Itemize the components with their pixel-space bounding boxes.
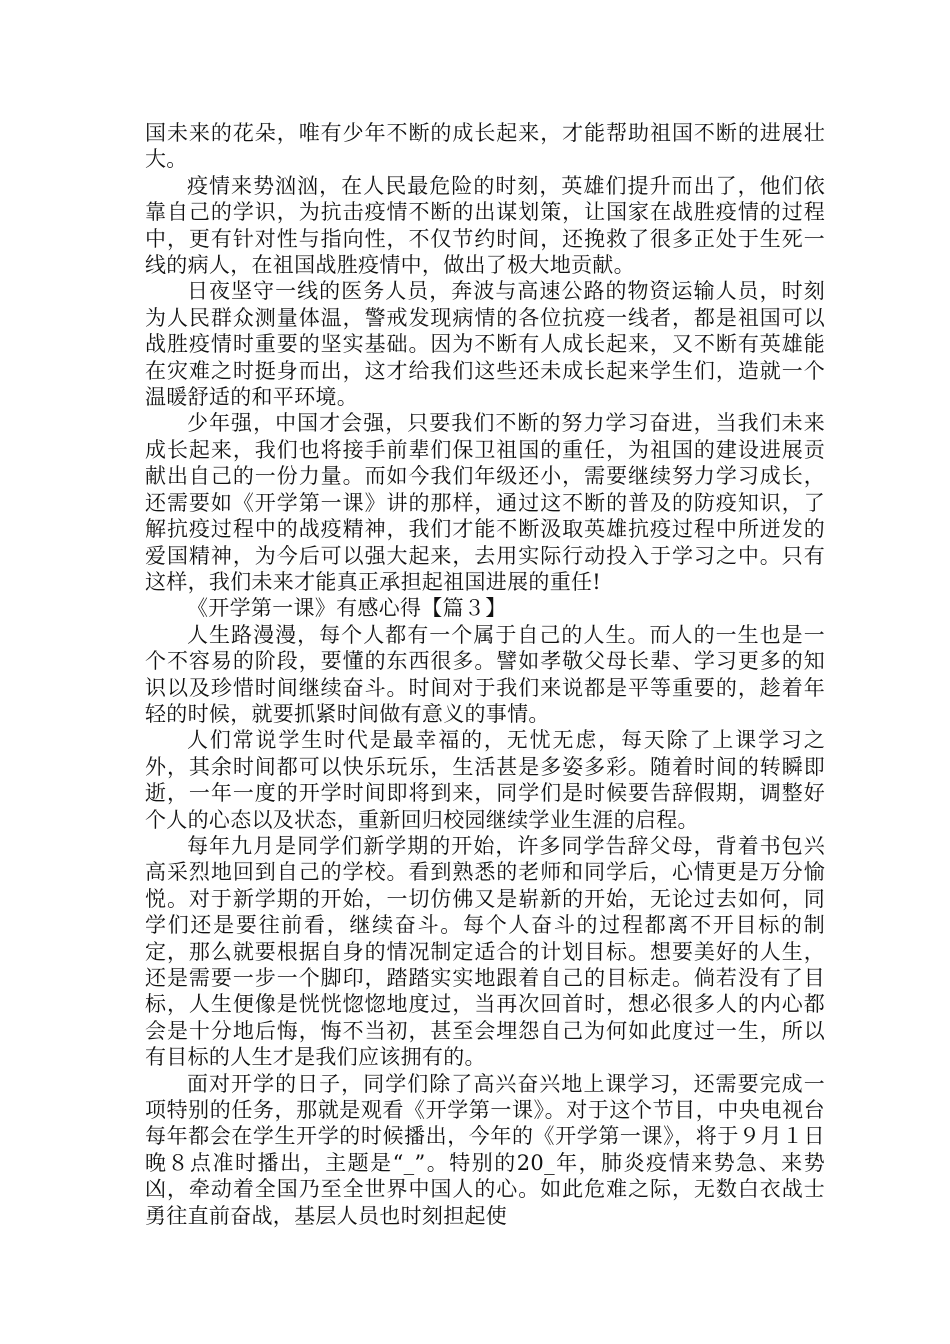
paragraph-2: 疫情来势汹汹，在人民最危险的时刻，英雄们提升而出了，他们依靠自己的学识，为抗击疫情不断的出谋划策，让国家在战胜疫情的过程中，更有针对性与指向性，不仅节约时间，还挽救了很多正处于生死一线的病人，在祖国战胜疫情中，做出了极大地贡献。	[145, 173, 825, 278]
section-heading: 《开学第一课》有感心得【篇３】	[187, 596, 507, 621]
paragraph-6: 人们常说学生时代是最幸福的，无忧无虑，每天除了上课学习之外，其余时间都可以快乐玩乐，生活甚是多姿多彩。随着时间的转瞬即逝，一年一度的开学时间即将到来，同学们是时候要告辞假期，调整好个人的心态以及状态，重新回归校园继续学业生涯的启程。	[145, 728, 825, 832]
paragraph-3: 日夜坚守一线的医务人员，奔波与高速公路的物资运输人员，时刻为人民群众测量体温，警戒发现病情的各位抗疫一线者，都是祖国可以战胜疫情时重要的坚实基础。因为不断有人成长起来，又不断有英雄能在灾难之时挺身而出，这才给我们这些还未成长起来学生们，造就一个温暖舒适的和平环境。	[145, 279, 825, 410]
paragraph-8: 面对开学的日子，同学们除了高兴奋兴地上课学习，还需要完成一项特别的任务，那就是观看《开学第一课》。对于这个节目，中央电视台每年都会在学生开学的时候播出，今年的《开学第一课》，将于９月１日晚８点准时播出，主题是“_”。特别的20_年，肺炎疫情来势急、来势凶，牵动着全国乃至全世界中国人的心。如此危难之际，无数白衣战士勇往直前奋战，基层人员也时刻担起使	[145, 1071, 825, 1228]
paragraph-4: 少年强，中国才会强，只要我们不断的努力学习奋进，当我们未来成长起来，我们也将接手前辈们保卫祖国的重任，为祖国的建设进展贡献出自己的一份力量。而如今我们年级还小，需要继续努力学习成长，还需要如《开学第一课》讲的那样，通过这不断的普及的防疫知识，了解抗疫过程中的战疫精神，我们才能不断汲取英雄抗疫过程中所迸发的爱国精神，为今后可以强大起来，去用实际行动投入于学习之中。只有这样，我们未来才能真正承担起祖国进展的重任!	[145, 411, 825, 594]
paragraph-1: 国未来的花朵，唯有少年不断的成长起来，才能帮助祖国不断的进展壮大。	[145, 121, 825, 172]
paragraph-5: 人生路漫漫，每个人都有一个属于自己的人生。而人的一生也是一个不容易的阶段，要懂的东西很多。譬如孝敬父母长辈、学习更多的知识以及珍惜时间继续奋斗。时间对于我们来说都是平等重要的，趁着年轻的时候，就要抓紧时间做有意义的事情。	[145, 622, 825, 726]
paragraph-7: 每年九月是同学们新学期的开始，许多同学告辞父母，背着书包兴高采烈地回到自己的学校。看到熟悉的老师和同学后，心情更是万分愉悦。对于新学期的开始，一切仿佛又是崭新的开始，无论过去如何，同学们还是要往前看，继续奋斗。每个人奋斗的过程都离不开目标的制定，那么就要根据自身的情况制定适合的计划目标。想要美好的人生，还是需要一步一个脚印，踏踏实实地跟着自己的目标走。倘若没有了目标，人生便像是恍恍惚惚地度过，当再次回首时，想必很多人的内心都会是十分地后悔，悔不当初，甚至会埋怨自己为何如此度过一生，所以有目标的人生才是我们应该拥有的。	[145, 833, 825, 1070]
document-page	[145, 120, 825, 1229]
